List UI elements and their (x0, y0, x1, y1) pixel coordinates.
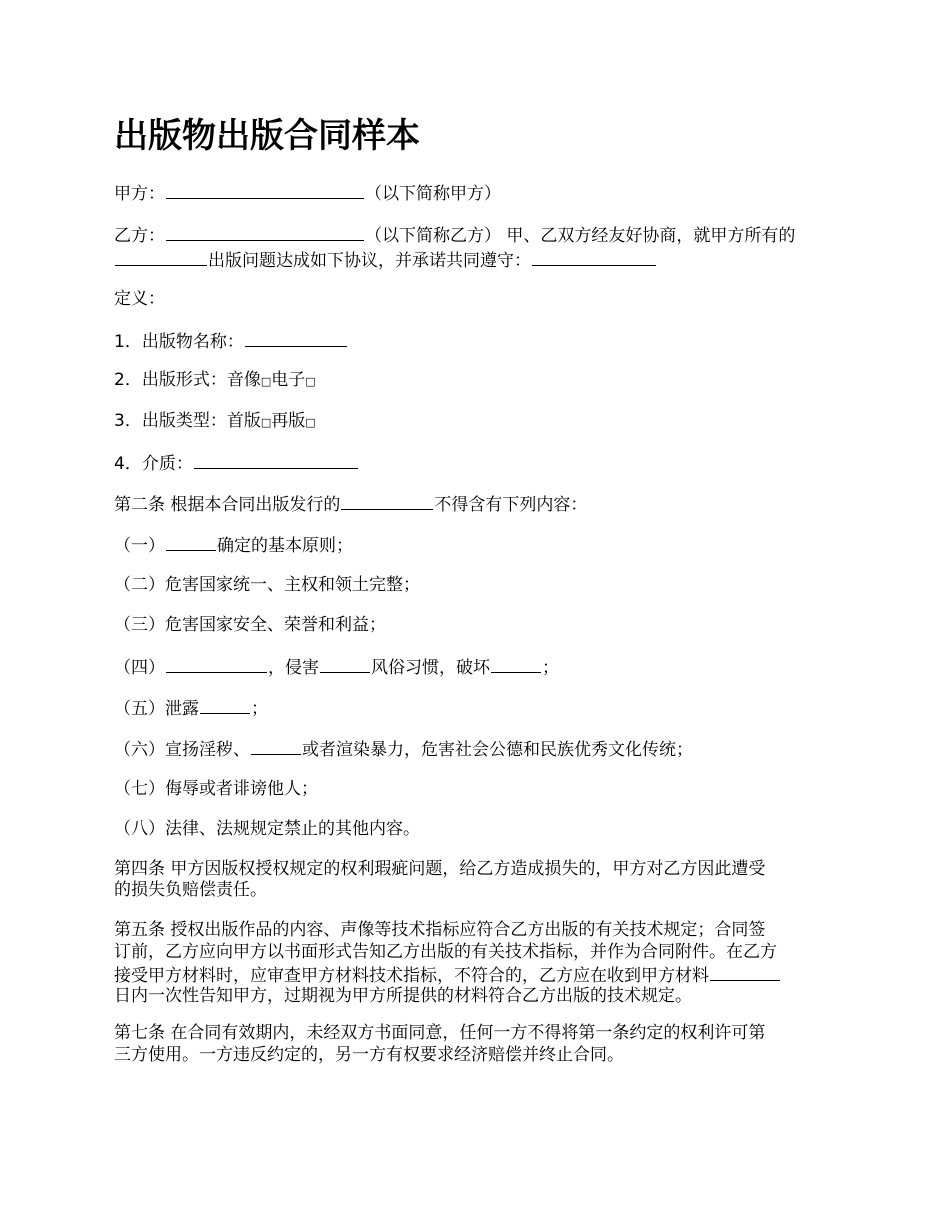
party-b-line-2 (114, 247, 657, 273)
clause-2: （二）危害国家统一、主权和领土完整； (114, 575, 420, 595)
party-b-line (114, 222, 795, 248)
article-2-tail: 不得含有下列内容： (434, 495, 588, 515)
clause-4-blank-1[interactable] (166, 654, 267, 673)
definition-item-3 (114, 409, 316, 435)
electronic-checkbox[interactable]: □ (305, 375, 316, 388)
party-b-agreement-text-2: 出版问题达成如下协议，并承诺共同遵守： (208, 251, 531, 271)
party-b-label: 乙方： (114, 226, 165, 246)
publication-type-label: 3．出版类型：首版 (114, 411, 261, 431)
clause-1-blank[interactable] (166, 532, 216, 551)
document-title: 出版物出版合同样本 (114, 116, 420, 156)
publication-name-blank[interactable] (245, 328, 347, 347)
medium-blank[interactable] (194, 450, 358, 469)
clause-4-blank-3[interactable] (491, 654, 541, 673)
clause-8: （八）法律、法规规定禁止的其他内容。 (114, 819, 420, 839)
article-7-line-2: 三方使用。一方违反约定的，另一方有权要求经济赔偿并终止合同。 (114, 1045, 624, 1065)
clause-4-text-1: ，侵害 (268, 658, 319, 678)
reprint-label: 再版 (271, 411, 306, 431)
clause-6-blank[interactable] (251, 736, 301, 755)
article-5-line-4: 日内一次性告知甲方，过期视为甲方所提供的材料符合乙方出版的技术规定。 (114, 986, 692, 1006)
article-5-line-3-text: 接受甲方材料时，应审查甲方材料技术指标，不符合的，乙方应在收到甲方材料 (114, 966, 709, 986)
clause-3: （三）危害国家安全、荣誉和利益； (114, 615, 386, 635)
article-2-blank[interactable] (341, 491, 433, 510)
article-4-line-1: 第四条 甲方因版权授权规定的权利瑕疵问题，给乙方造成损失的，甲方对乙方因此遭受 (114, 859, 766, 879)
clause-5-blank[interactable] (200, 695, 250, 714)
clause-1-text: 确定的基本原则； (217, 536, 353, 556)
definitions-heading: 定义： (114, 289, 165, 309)
article-2-head (114, 491, 587, 517)
publication-name-label: 1．出版物名称： (114, 332, 244, 352)
party-a-line (114, 180, 501, 206)
article-7-line-1: 第七条 在合同有效期内，未经双方书面同意，任何一方不得将第一条约定的权利许可第 (114, 1023, 766, 1043)
clause-4-number: （四） (114, 658, 165, 678)
definition-item-1 (114, 328, 348, 354)
party-a-note: （以下简称甲方） (365, 184, 501, 204)
article-2-text: 第二条 根据本合同出版发行的 (114, 495, 341, 515)
party-a-label: 甲方： (114, 184, 165, 204)
reprint-checkbox[interactable]: □ (305, 416, 316, 429)
clause-4-text-3: ； (542, 658, 559, 678)
article-5-line-1: 第五条 授权出版作品的内容、声像等技术指标应符合乙方出版的有关技术规定；合同签 (114, 920, 766, 940)
clause-6-text-2: 或者渲染暴力，危害社会公德和民族优秀文化传统； (302, 740, 693, 760)
publication-form-label: 2．出版形式：音像 (114, 370, 261, 390)
article-5-line-2: 订前，乙方应向甲方以书面形式告知乙方出版的有关技术指标，并作为合同附件。在乙方 (114, 942, 777, 962)
clause-1 (114, 532, 353, 558)
medium-label: 4．介质： (114, 454, 193, 474)
article-4-line-2: 的损失负赔偿责任。 (114, 880, 267, 900)
clause-1-number: （一） (114, 536, 165, 556)
clause-4-blank-2[interactable] (320, 654, 370, 673)
clause-4-text-2: 风俗习惯，破坏 (371, 658, 490, 678)
article-5-days-blank[interactable] (710, 962, 780, 981)
clause-5 (114, 695, 268, 721)
audio-video-checkbox[interactable]: □ (260, 375, 272, 388)
clause-5-text: （五）泄露 (114, 699, 199, 719)
party-b-name-blank[interactable] (166, 222, 364, 241)
party-b-note: （以下简称乙方） (365, 226, 501, 246)
definition-item-2 (114, 368, 316, 394)
party-b-agreement-text: 甲、乙双方经友好协商，就甲方所有的 (506, 226, 796, 246)
work-title-blank[interactable] (115, 247, 207, 266)
clause-6-text-1: （六）宣扬淫秽、 (114, 740, 250, 760)
first-edition-checkbox[interactable]: □ (260, 416, 272, 429)
clause-5-end: ； (251, 699, 268, 719)
clause-7: （七）侮辱或者诽谤他人； (114, 779, 318, 799)
clause-6 (114, 736, 693, 762)
definition-item-4 (114, 450, 359, 476)
party-a-name-blank[interactable] (166, 180, 364, 199)
electronic-label: 电子 (271, 370, 306, 390)
agreement-blank[interactable] (532, 247, 656, 266)
clause-4 (114, 654, 559, 680)
